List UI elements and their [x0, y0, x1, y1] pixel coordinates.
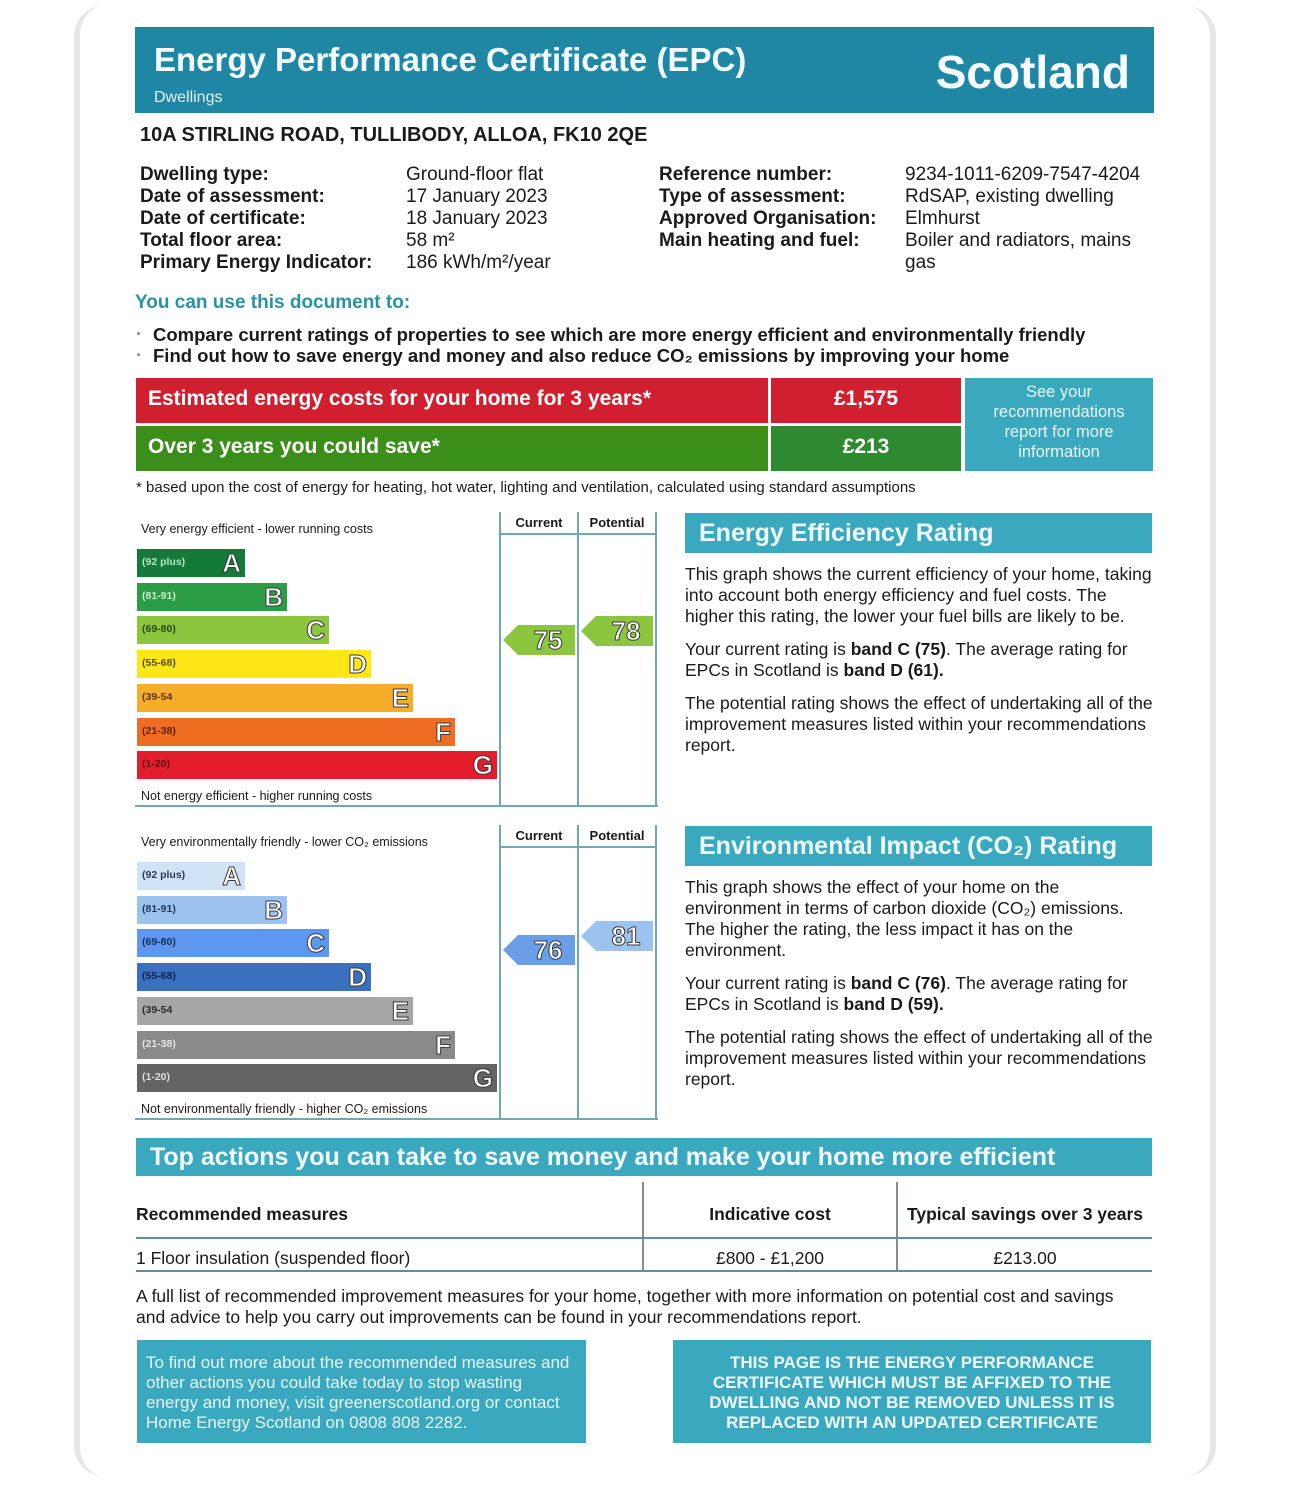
detail-value: 9234-1011-6209-7547-4204 — [905, 164, 1141, 185]
band-letter: C — [306, 928, 325, 959]
band-letter: D — [348, 649, 367, 680]
chart-top-label: Very environmentally friendly - lower CO₂ emissions — [141, 835, 428, 849]
certificate-header — [135, 27, 1154, 113]
band-range: (92 plus) — [142, 869, 186, 881]
detail-row — [659, 230, 1159, 274]
column-header-measures: Recommended measures — [136, 1204, 349, 1224]
estimated-costs-label: Estimated energy costs for your home for 3 years* — [136, 378, 768, 423]
cost-footnote: * based upon the cost of energy for heating, hot water, lighting and ventilation, calculated using standard assumptions — [136, 479, 916, 496]
band-range: (92 plus) — [142, 556, 186, 568]
band-letter: F — [435, 1029, 451, 1060]
potential-rating-arrow — [581, 616, 653, 646]
band-letter: F — [435, 716, 451, 747]
band-d — [137, 650, 371, 678]
region-label: Scotland — [935, 46, 1130, 98]
measure-savings: £213.00 — [993, 1248, 1057, 1268]
certificate-subtitle: Dwellings — [154, 89, 223, 106]
band-b — [137, 896, 287, 924]
band-a — [137, 549, 245, 577]
environmental-rating-description — [685, 877, 1155, 1102]
current-band-text: band C (76) — [850, 973, 946, 993]
row-divider — [136, 1270, 1152, 1272]
detail-value: 186 kWh/m²/year — [406, 252, 551, 273]
band-f — [137, 1031, 455, 1059]
top-actions-heading: Top actions you can take to save money and make your home more efficient — [136, 1138, 1152, 1176]
detail-value: 18 January 2023 — [406, 208, 548, 229]
detail-label: Date of assessment: — [140, 186, 325, 207]
energy-desc-p2 — [685, 639, 1155, 681]
current-column — [499, 825, 577, 1118]
savings-label: Over 3 years you could save* — [136, 426, 768, 471]
bullet-item: · Compare current ratings of properties to see which are more energy efficient and environmentally friendly — [136, 324, 1085, 345]
potential-column — [577, 512, 657, 805]
band-b — [137, 583, 287, 611]
chart-baseline — [135, 805, 658, 807]
detail-row — [140, 186, 640, 208]
band-range: (39-54 — [142, 1003, 173, 1016]
detail-row — [659, 164, 1159, 186]
detail-label: Approved Organisation: — [659, 208, 877, 229]
band-range: (69-80) — [142, 936, 176, 949]
potential-header: Potential — [589, 515, 645, 530]
recommendations-report-link[interactable]: See your recommendations report for more information — [965, 378, 1153, 471]
average-band-text: band D (59). — [843, 994, 944, 1014]
band-letter: G — [472, 750, 493, 781]
column-header-savings: Typical savings over 3 years — [906, 1204, 1144, 1224]
estimated-costs-value: £1,575 — [771, 378, 961, 423]
column-header-cost: Indicative cost — [709, 1204, 831, 1224]
current-header: Current — [515, 515, 563, 530]
current-rating-value: 76 — [533, 935, 563, 966]
detail-row — [140, 230, 640, 252]
band-g — [137, 1064, 497, 1092]
measure-name: 1 Floor insulation (suspended floor) — [136, 1248, 411, 1268]
detail-value: Ground-floor flat — [406, 164, 544, 185]
detail-row — [659, 186, 1159, 208]
detail-value: RdSAP, existing dwelling — [905, 186, 1114, 207]
details-right — [659, 164, 1159, 274]
certificate-title: Energy Performance Certificate (EPC) — [154, 41, 747, 78]
property-address: 10A STIRLING ROAD, TULLIBODY, ALLOA, FK10 2QE — [140, 124, 648, 146]
measure-cost: £800 - £1,200 — [715, 1248, 824, 1268]
band-range: (1-20) — [142, 1071, 171, 1084]
potential-column — [577, 825, 657, 1118]
use-bullets — [136, 324, 1085, 366]
band-letter: A — [222, 548, 241, 578]
recommendations-note: A full list of recommended improvement measures for your home, together with more information on potential cost and savings and advice to help you carry out improvements can be found in your recommendations report. — [136, 1286, 1114, 1327]
detail-row — [140, 208, 640, 230]
energy-rating-heading: Energy Efficiency Rating — [685, 513, 1152, 553]
detail-label: Main heating and fuel: — [659, 230, 860, 251]
band-d — [137, 963, 371, 991]
bullet-item: · Find out how to save energy and money and also reduce CO₂ emissions by improving your home — [136, 345, 1085, 366]
band-letter: G — [472, 1063, 493, 1094]
band-range: (1-20) — [142, 758, 171, 771]
band-g — [137, 751, 497, 779]
energy-desc-p1: This graph shows the current efficiency of your home, taking into account both energy efficiency and fuel costs. The higher this rating, the lower your fuel bills are likely to be. — [685, 564, 1152, 626]
current-rating-arrow — [503, 625, 575, 655]
env-desc-p3: The potential rating shows the effect of undertaking all of the improvement measures listed within your recommendations report. — [685, 1027, 1153, 1089]
header-divider — [499, 846, 657, 848]
chart-top-label: Very energy efficient - lower running costs — [141, 522, 373, 536]
band-e — [137, 684, 413, 712]
current-column — [499, 512, 577, 805]
current-rating-value: 75 — [533, 624, 563, 655]
band-letter: E — [391, 995, 409, 1026]
potential-rating-arrow — [581, 921, 653, 951]
details-left — [140, 164, 640, 274]
current-band-text: band C (75) — [850, 639, 946, 659]
band-range: (21-38) — [142, 1037, 176, 1050]
current-rating-arrow — [503, 935, 575, 965]
detail-label: Dwelling type: — [140, 164, 269, 185]
potential-rating-value: 81 — [611, 920, 641, 951]
band-range: (81-91) — [142, 589, 176, 602]
detail-label: Date of certificate: — [140, 208, 306, 229]
band-letter: E — [391, 682, 409, 713]
detail-row — [140, 164, 640, 186]
chart-bottom-label: Not energy efficient - higher running costs — [141, 789, 373, 803]
band-letter: C — [306, 615, 325, 646]
detail-value: Boiler and radiators, mains gas — [905, 230, 1131, 273]
env-desc-p2 — [685, 973, 1155, 1015]
energy-efficiency-chart — [135, 512, 658, 807]
band-f — [137, 718, 455, 746]
energy-rating-description — [685, 564, 1155, 768]
savings-value: £213 — [771, 426, 961, 471]
detail-value: 17 January 2023 — [406, 186, 548, 207]
band-letter: D — [348, 962, 367, 993]
current-header: Current — [515, 828, 563, 843]
energy-desc-p3: The potential rating shows the effect of undertaking all of the improvement measures listed within your recommendations report. — [685, 693, 1153, 755]
detail-label: Primary Energy Indicator: — [140, 252, 373, 273]
text-span: Your current rating is — [685, 639, 851, 659]
band-c — [137, 929, 329, 957]
band-range: (21-38) — [142, 724, 176, 737]
detail-label: Reference number: — [659, 164, 833, 185]
more-info-box: To find out more about the recommended measures and other actions you could take today to stop wasting energy and money, visit greenerscotland.org or contact Home Energy Scotland on 0808 808 2282. — [137, 1340, 586, 1443]
text-span: Your current rating is — [685, 973, 851, 993]
environmental-rating-heading: Environmental Impact (CO₂) Rating — [685, 826, 1152, 866]
text-span: . The average rating for EPCs in Scotland is — [685, 639, 1128, 680]
detail-label: Type of assessment: — [659, 186, 846, 207]
detail-value: 58 m² — [406, 230, 455, 251]
band-range: (39-54 — [142, 690, 173, 703]
band-letter: A — [222, 861, 241, 891]
environmental-impact-chart — [135, 825, 658, 1120]
detail-value: Elmhurst — [905, 208, 980, 229]
band-letter: B — [264, 581, 283, 612]
recommended-measures-table — [136, 1182, 1152, 1274]
potential-rating-value: 78 — [611, 616, 641, 647]
use-heading: You can use this document to: — [135, 292, 411, 313]
detail-label: Total floor area: — [140, 230, 283, 251]
affix-notice-box: THIS PAGE IS THE ENERGY PERFORMANCE CERTIFICATE WHICH MUST BE AFFIXED TO THE DWELLING AND NOT BE REMOVED UNLESS IT IS REPLACED WITH AN UPDATED CERTIFICATE — [673, 1340, 1151, 1443]
env-desc-p1: This graph shows the effect of your home on the environment in terms of carbon dioxide (CO₂) emissions. The higher the rating, the less impact it has on the environment. — [685, 877, 1124, 960]
band-letter: B — [264, 894, 283, 925]
row-divider — [136, 1237, 1152, 1239]
band-range: (55-68) — [142, 657, 176, 670]
chart-bottom-label: Not environmentally friendly - higher CO₂ emissions — [141, 1102, 428, 1116]
band-range: (81-91) — [142, 902, 176, 915]
potential-header: Potential — [589, 828, 645, 843]
detail-row — [140, 252, 640, 274]
band-range: (55-68) — [142, 970, 176, 983]
band-e — [137, 997, 413, 1025]
band-a — [137, 862, 245, 890]
detail-row — [659, 208, 1159, 230]
header-divider — [499, 533, 657, 535]
text-span: . The average rating for EPCs in Scotland is — [685, 973, 1128, 1014]
band-range: (69-80) — [142, 623, 176, 636]
band-c — [137, 616, 329, 644]
average-band-text: band D (61). — [843, 660, 944, 680]
chart-baseline — [135, 1118, 658, 1120]
